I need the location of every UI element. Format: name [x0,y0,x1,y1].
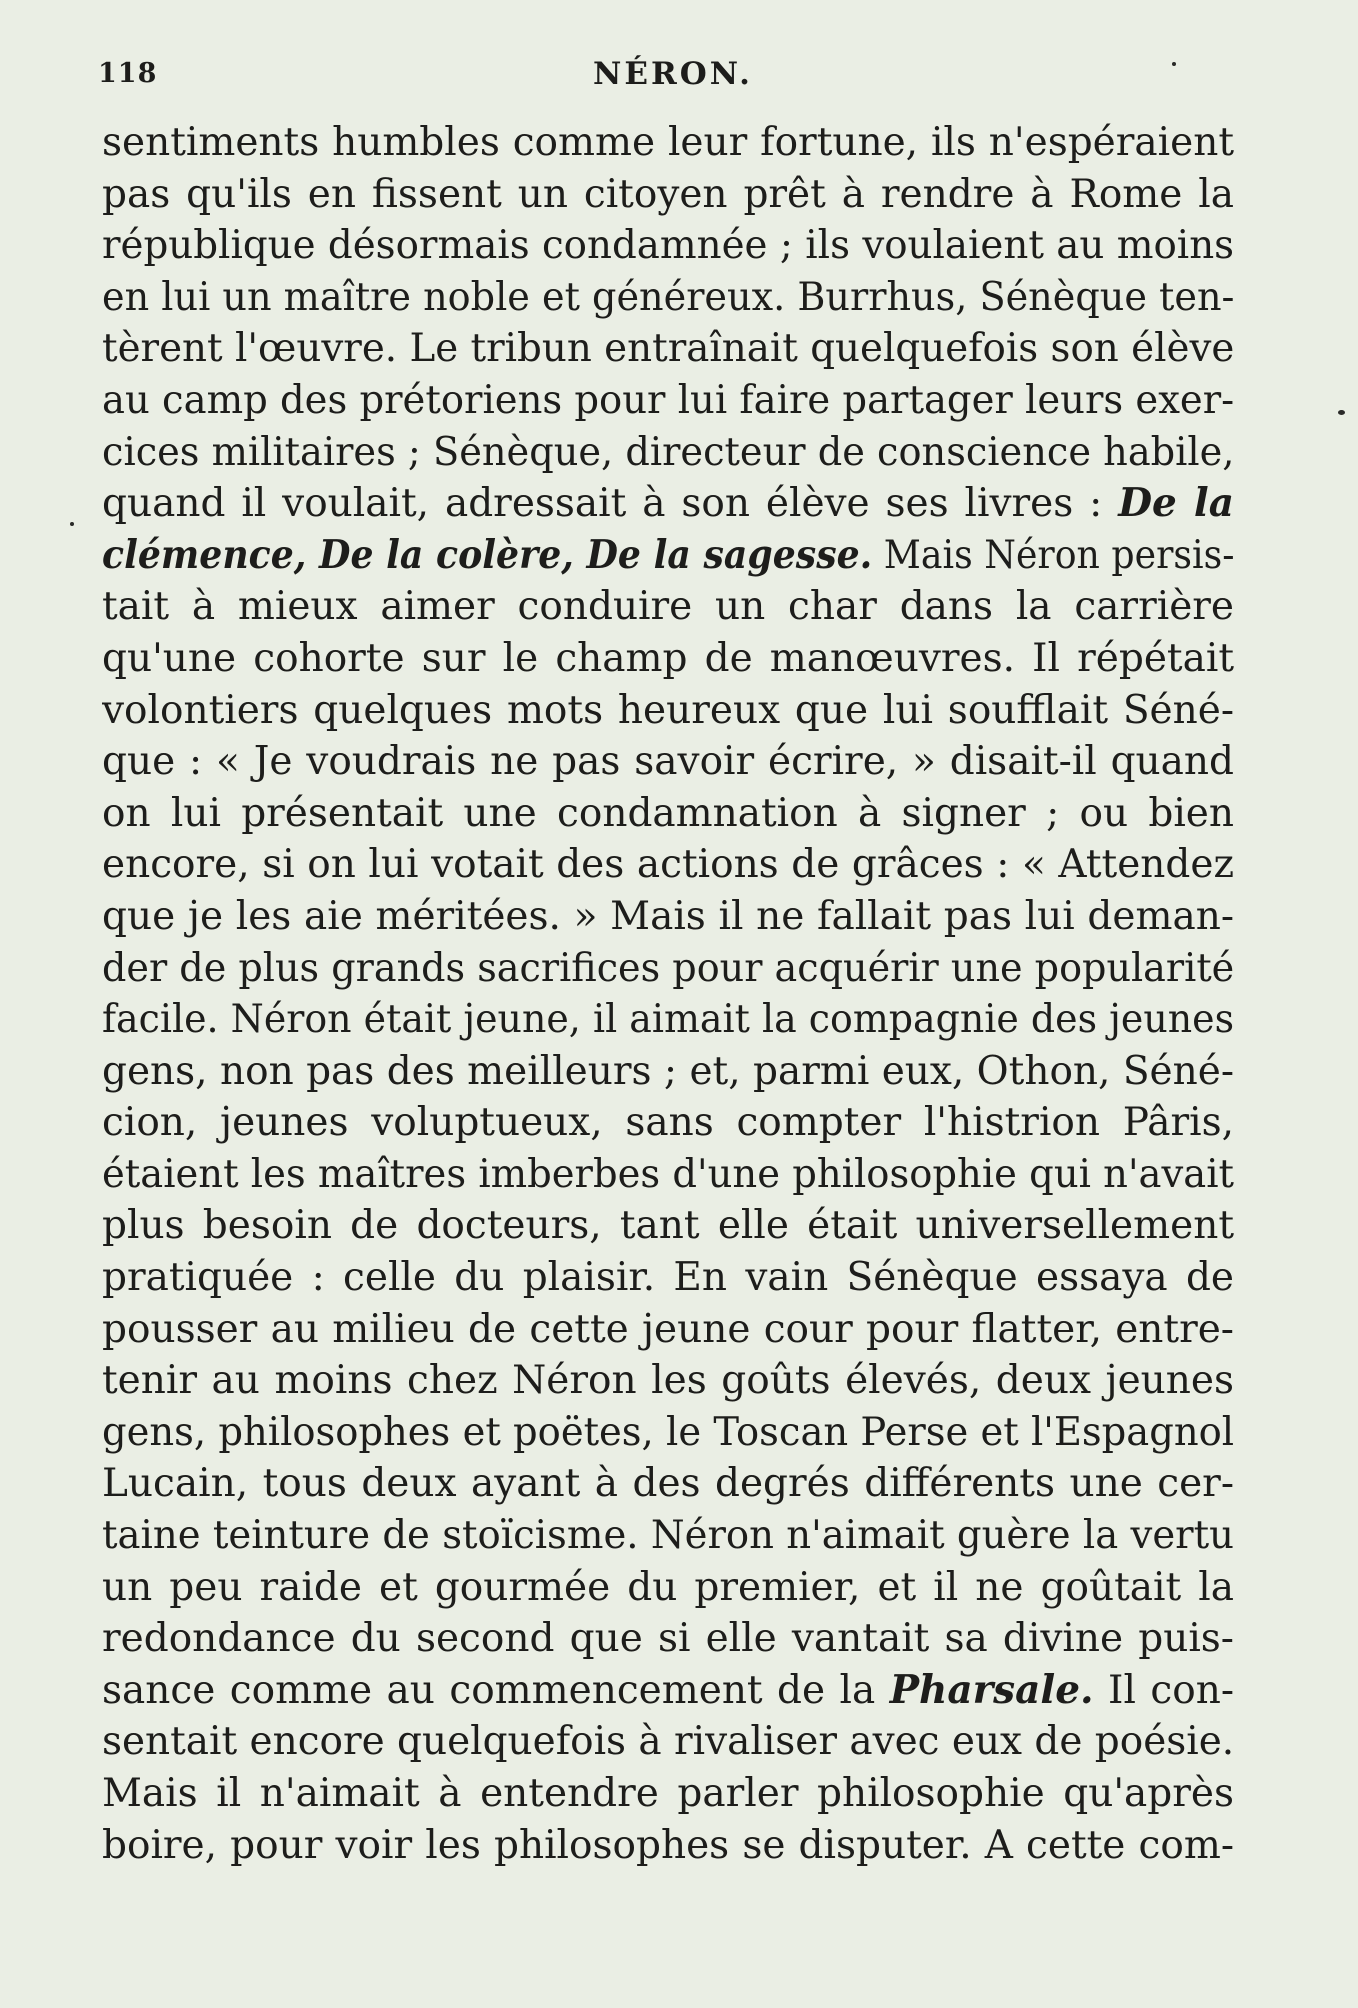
text-segment: Mais Néron persis- [872,532,1235,578]
text-line [102,1097,1234,1149]
text-segment: pousser au milieu de cette jeune cour pour flatter, entre- [102,1306,1234,1352]
text-segment: sentiments humbles comme leur fortune, ils n'espéraient [102,120,1234,165]
text-segment: der de plus grands sacrifices pour acquérir une popularité [102,945,1234,991]
text-line [102,1716,1234,1768]
text-segment: que : « Je voudrais ne pas savoir écrire, » disait-il quand [102,739,1234,785]
text-line [102,994,1234,1046]
text-segment: qu'une cohorte sur le champ de manœuvres. Il répétait [102,635,1234,681]
text-segment: plus besoin de docteurs, tant elle était universellement [102,1203,1234,1249]
text-line [102,1510,1234,1562]
paper-speck [1172,62,1176,66]
text-line [102,117,1234,169]
text-segment: au camp des prétoriens pour lui faire partager leurs exer- [102,377,1235,423]
text-line [102,1820,1234,1872]
running-title: NÉRON. [593,56,753,92]
text-line [102,736,1234,788]
italic-text: Pharsale. [889,1666,1094,1713]
text-line [102,478,1234,530]
text-segment: cion, jeunes voluptueux, sans compter l'histrion Pâris, [102,1100,1234,1146]
text-line [102,788,1234,840]
text-line [102,685,1234,737]
text-segment: sance comme au commencement de la [102,1667,890,1713]
text-line [102,633,1234,685]
text-segment: pratiquée : celle du plaisir. En vain Sénèque essaya de [102,1255,1234,1301]
italic-text: clémence, De la colère, De la sagesse. [102,531,873,578]
text-segment: Il con- [1093,1667,1234,1713]
text-line [102,1665,1234,1717]
text-segment: encore, si on lui votait des actions de grâces : « Attendez [102,842,1234,888]
paper-speck [1338,410,1345,415]
text-segment: quand il voulait, adressait à son élève ses livres : [102,481,1119,527]
text-line [102,530,1234,582]
text-line [102,272,1234,324]
text-line [102,1768,1234,1820]
text-segment: sentait encore quelquefois à rivaliser avec eux de poésie. [102,1719,1234,1765]
text-segment: on lui présentait une condamnation à signer ; ou bien [102,790,1234,836]
text-segment: gens, non pas des meilleurs ; et, parmi eux, Othon, Séné- [102,1048,1234,1094]
text-line [102,891,1234,943]
text-line [102,1252,1234,1304]
text-line [102,1149,1234,1201]
text-line [102,427,1234,479]
text-segment: pas qu'ils en fissent un citoyen prêt à rendre à Rome la [102,171,1234,217]
italic-text: De la [1118,480,1234,527]
text-segment: tenir au moins chez Néron les goûts élevés, deux jeunes [102,1358,1234,1404]
text-line [102,839,1234,891]
text-line [102,323,1234,375]
text-line [102,1304,1234,1356]
page-header [98,52,1248,108]
text-segment: boire, pour voir les philosophes se disputer. A cette com- [102,1822,1234,1868]
text-line [102,169,1234,221]
text-line [102,1355,1234,1407]
text-segment: tait à mieux aimer conduire un char dans la carrière [102,584,1234,630]
text-segment: tèrent l'œuvre. Le tribun entraînait quelquefois son élève [102,326,1234,372]
text-line [102,1200,1234,1252]
text-segment: gens, philosophes et poëtes, le Toscan Perse et l'Espagnol [102,1409,1235,1455]
paper-speck [70,522,74,526]
text-segment: cices militaires ; Sénèque, directeur de conscience habile, [102,429,1235,475]
text-segment: volontiers quelques mots heureux que lui soufflait Séné- [102,687,1234,733]
text-segment: un peu raide et gourmée du premier, et il ne goûtait la [102,1564,1234,1610]
text-line [102,1458,1234,1510]
text-segment: république désormais condamnée ; ils voulaient au moins [102,223,1235,269]
body-text [102,117,1234,1871]
text-line [102,581,1234,633]
text-line [102,1407,1234,1459]
text-segment: en lui un maître noble et généreux. Burrhus, Sénèque ten- [102,274,1235,320]
text-line [102,1562,1234,1614]
text-line [102,375,1234,427]
text-segment: que je les aie méritées. » Mais il ne fallait pas lui deman- [102,893,1234,939]
page-number: 118 [98,58,158,89]
text-segment: facile. Néron était jeune, il aimait la compagnie des jeunes [102,997,1235,1043]
text-segment: Mais il n'aimait à entendre parler philosophie qu'après [102,1771,1234,1816]
text-segment: étaient les maîtres imberbes d'une philosophie qui n'avait [102,1151,1234,1197]
text-segment: Lucain, tous deux ayant à des degrés différents une cer- [102,1461,1234,1507]
text-line [102,220,1234,272]
text-segment: taine teinture de stoïcisme. Néron n'aimait guère la vertu [102,1513,1234,1559]
text-line [102,1613,1234,1665]
text-segment: redondance du second que si elle vantait sa divine puis- [102,1616,1234,1662]
text-line [102,1046,1234,1098]
text-line [102,943,1234,995]
